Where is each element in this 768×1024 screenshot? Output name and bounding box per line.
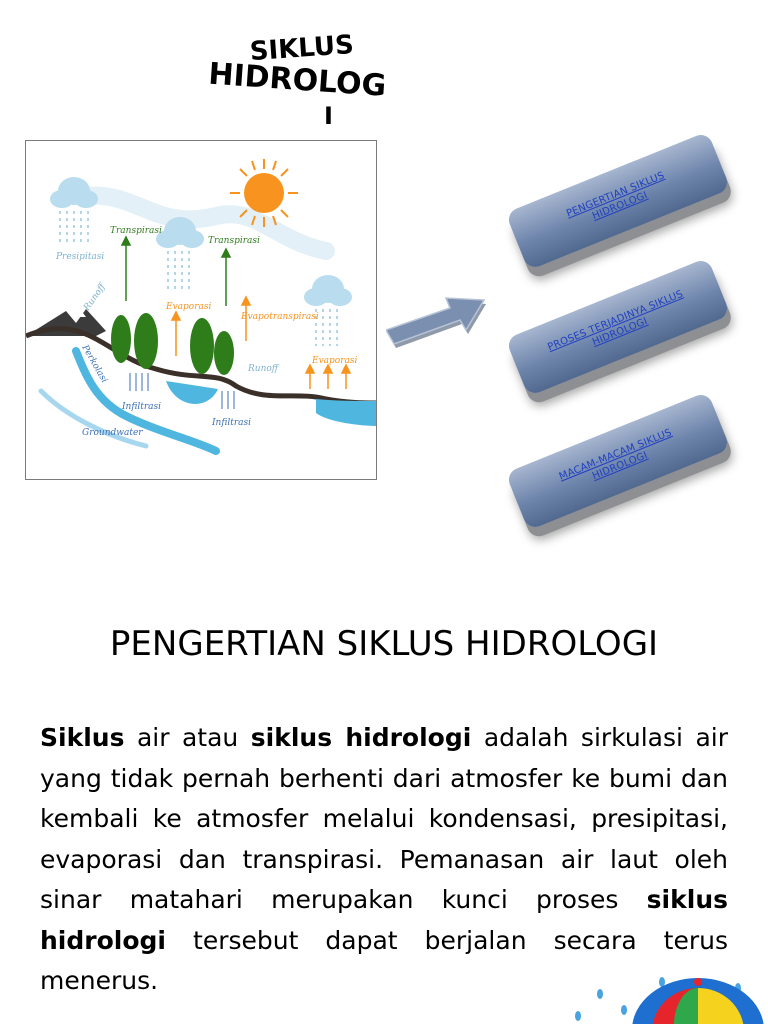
para-segment: tersebut dapat berjalan secara terus menerus. [40, 925, 728, 995]
para-segment: Siklus [40, 723, 125, 752]
label-presipitasi: Presipitasi [56, 252, 105, 262]
title-line-3: I [324, 102, 333, 130]
hydrologic-cycle-diagram [25, 140, 377, 480]
cloud-icon [50, 177, 98, 208]
umbrella-icon [632, 978, 764, 1024]
title-line-2: HIDROLOG [207, 56, 388, 104]
label-groundwater: Groundwater [82, 428, 143, 438]
label-infiltrasi-2: Infiltrasi [212, 418, 252, 428]
link-pengertian[interactable] [505, 131, 730, 270]
label-infiltrasi-1: Infiltrasi [122, 402, 162, 412]
label-transpirasi-1: Transpirasi [110, 226, 162, 236]
label-runoff-1: Runoff [82, 282, 108, 313]
label-runoff-2: Runoff [248, 364, 279, 374]
link-pengertian-label[interactable]: PENGERTIAN SIKLUS HIDROLOGI [564, 169, 666, 223]
cloud-icon [304, 275, 352, 306]
para-segment: siklus hidrologi [40, 885, 728, 955]
title-line-1: SIKLUS [248, 29, 355, 68]
page-title [200, 26, 470, 136]
link-macam-macam[interactable] [505, 391, 730, 530]
label-transpirasi-2: Transpirasi [208, 236, 260, 246]
definition-paragraph [40, 718, 728, 1002]
label-evaporasi-2: Evaporasi [312, 356, 358, 366]
umbrella-clipart [562, 970, 768, 1024]
label-evaporasi-1: Evaporasi [166, 302, 212, 312]
arrow-right-icon [386, 292, 496, 362]
link-macam-macam-label[interactable]: MACAM-MACAM SIKLUS HIDROLOGI [557, 426, 674, 483]
para-segment: adalah sirkulasi air yang tidak pernah berhenti dari atmosfer ke bumi dan kembali ke atmosfer melalui kondensasi, presipitasi, evaporasi dan transpirasi. Pemanasan air laut oleh sinar matahari merupakan kunci proses [40, 723, 729, 914]
link-proses-label[interactable]: PROSES TERJADINYA SIKLUS HIDROLOGI [546, 288, 685, 353]
label-perkolasi: Perkolasi [79, 343, 110, 385]
para-segment: siklus hidrologi [250, 723, 472, 752]
label-evapotranspirasi: Evapotranspirasi [241, 312, 319, 322]
link-proses[interactable] [505, 257, 730, 396]
para-segment: air atau [124, 723, 251, 752]
section-heading: PENGERTIAN SIKLUS HIDROLOGI [109, 624, 659, 664]
tree-icon [111, 313, 234, 375]
